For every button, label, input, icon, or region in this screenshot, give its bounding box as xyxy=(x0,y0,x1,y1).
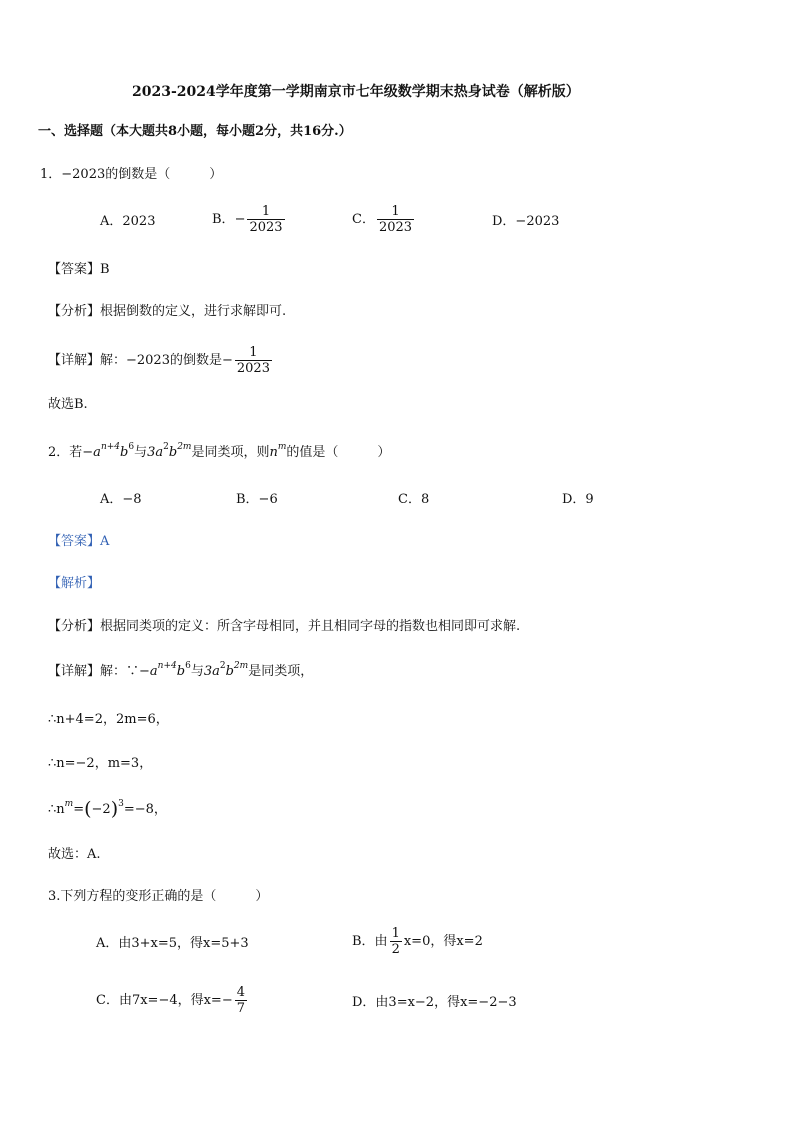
fraction-numerator: 1 xyxy=(391,204,400,219)
q2-detail xyxy=(48,662,313,682)
q3-option-a: A．由3+x=5，得x=5+3 xyxy=(96,936,249,951)
q3-option-c-fraction xyxy=(235,985,247,1016)
fraction-denominator: 2023 xyxy=(236,361,270,376)
q1-analysis: 【分析】根据倒数的定义，进行求解即可. xyxy=(48,304,287,319)
q1-detail-text: 【详解】解：−2023的倒数是− xyxy=(48,353,233,368)
q2-step-3-suffix: =−8， xyxy=(123,802,167,817)
q2-term2-b: b xyxy=(168,445,178,460)
q3-option-b-fraction xyxy=(390,926,402,957)
q2-detail-term1-b-exponent: 6 xyxy=(185,661,191,671)
fraction-denominator: 2 xyxy=(391,942,400,957)
fraction-denominator: 2023 xyxy=(249,220,283,235)
q1-detail xyxy=(48,345,274,376)
q2-detail-term2-b-exponent: 2m xyxy=(233,661,249,671)
fraction-denominator: 7 xyxy=(236,1001,246,1016)
q1-option-c xyxy=(352,204,416,235)
q2-detail-suffix: 是同类项， xyxy=(248,664,314,679)
fraction-numerator: 4 xyxy=(236,985,246,1000)
q1-option-b-label: B． xyxy=(212,212,235,227)
q2-term3: n xyxy=(269,445,278,460)
section-heading: 一、选择题（本大题共8小题，每小题2分，共16分.） xyxy=(38,124,352,139)
q2-step-2: ∴n=−2，m=3， xyxy=(48,756,153,771)
q2-conclusion: 故选：A. xyxy=(48,847,101,862)
q1-conclusion: 故选B. xyxy=(48,397,88,412)
fraction-numerator: 1 xyxy=(261,204,271,219)
q2-detail-prefix: 【详解】解：∵ xyxy=(48,664,140,679)
q1-option-b-sign: − xyxy=(234,212,246,227)
q2-option-c: C．8 xyxy=(398,492,430,507)
q2-detail-mid: 与 xyxy=(190,664,204,679)
q1-option-a: A．2023 xyxy=(100,214,156,229)
q2-term1-exponent: n+4 xyxy=(100,442,121,452)
q1-option-b xyxy=(212,204,287,235)
q1-option-b-fraction xyxy=(247,204,284,235)
q2-detail-term1: −a xyxy=(139,664,158,679)
q2-step-3-prefix: ∴n xyxy=(48,802,65,817)
q2-stem-mid2: 是同类项，则 xyxy=(191,445,270,460)
q2-step-3-power: 3 xyxy=(118,799,124,809)
q2-jiexi: 【解析】 xyxy=(48,576,101,591)
q3-option-b-prefix: B．由 xyxy=(352,934,388,949)
q1-stem: 1．−2023的倒数是（ ） xyxy=(40,167,223,182)
q2-term1-b-exponent: 6 xyxy=(128,442,135,452)
q2-option-b: B．−6 xyxy=(236,492,278,507)
q2-term2-exponent: 2 xyxy=(163,442,169,452)
q2-option-a: A．−8 xyxy=(100,492,142,507)
q3-option-d: D．由3=x−2，得x=−2−3 xyxy=(352,995,517,1010)
fraction-numerator: 1 xyxy=(249,345,258,360)
q3-stem: 3.下列方程的变形正确的是（ ） xyxy=(48,889,269,904)
q2-step-3-base: −2 xyxy=(91,802,111,817)
q2-term2-b-exponent: 2m xyxy=(177,442,192,452)
fraction-numerator: 1 xyxy=(391,926,400,941)
q2-step-3: $\therefore n^m=(-2)^3=-8$， xyxy=(48,798,167,820)
q3-option-b-suffix: x=0，得x=2 xyxy=(403,934,483,949)
q2-step-3-eq: = xyxy=(73,802,85,817)
q3-option-c-prefix: C．由7x=−4，得x=− xyxy=(96,993,233,1008)
q2-detail-term2: 3a xyxy=(203,664,220,679)
q2-stem-suffix: 的值是（ ） xyxy=(286,445,391,460)
q3-option-c xyxy=(96,985,249,1016)
q2-stem xyxy=(48,443,390,463)
q1-option-d: D．−2023 xyxy=(492,214,560,229)
q1-option-c-label: C． xyxy=(352,212,375,227)
q2-step-1: ∴n+4=2，2m=6， xyxy=(48,712,169,727)
q2-term2: 3a xyxy=(147,445,164,460)
q2-analysis: 【分析】根据同类项的定义：所含字母相同，并且相同字母的指数也相同即可求解. xyxy=(48,619,521,634)
q1-answer: 【答案】B xyxy=(48,262,110,277)
q2-detail-term1-exponent: n+4 xyxy=(157,661,177,671)
q2-detail-term1-b: b xyxy=(176,664,186,679)
q3-option-b xyxy=(352,926,483,957)
q2-term1: −a xyxy=(82,445,101,460)
q2-stem-prefix: 2．若 xyxy=(48,445,83,460)
page-title: 2023-2024学年度第一学期南京市七年级数学期末热身试卷（解析版） xyxy=(132,84,580,100)
q2-term1-b: b xyxy=(120,445,129,460)
q2-step-3-exponent: m xyxy=(64,799,74,809)
q2-detail-term2-exponent: 2 xyxy=(219,661,226,671)
q2-term3-exponent: m xyxy=(277,442,287,452)
q2-option-d: D．9 xyxy=(562,492,594,507)
q1-option-c-fraction xyxy=(377,204,414,235)
q2-stem-mid: 与 xyxy=(134,445,148,460)
q2-answer: 【答案】A xyxy=(48,534,110,549)
q2-detail-term2-b: b xyxy=(225,664,234,679)
q1-detail-fraction xyxy=(235,345,272,376)
fraction-denominator: 2023 xyxy=(378,220,413,235)
